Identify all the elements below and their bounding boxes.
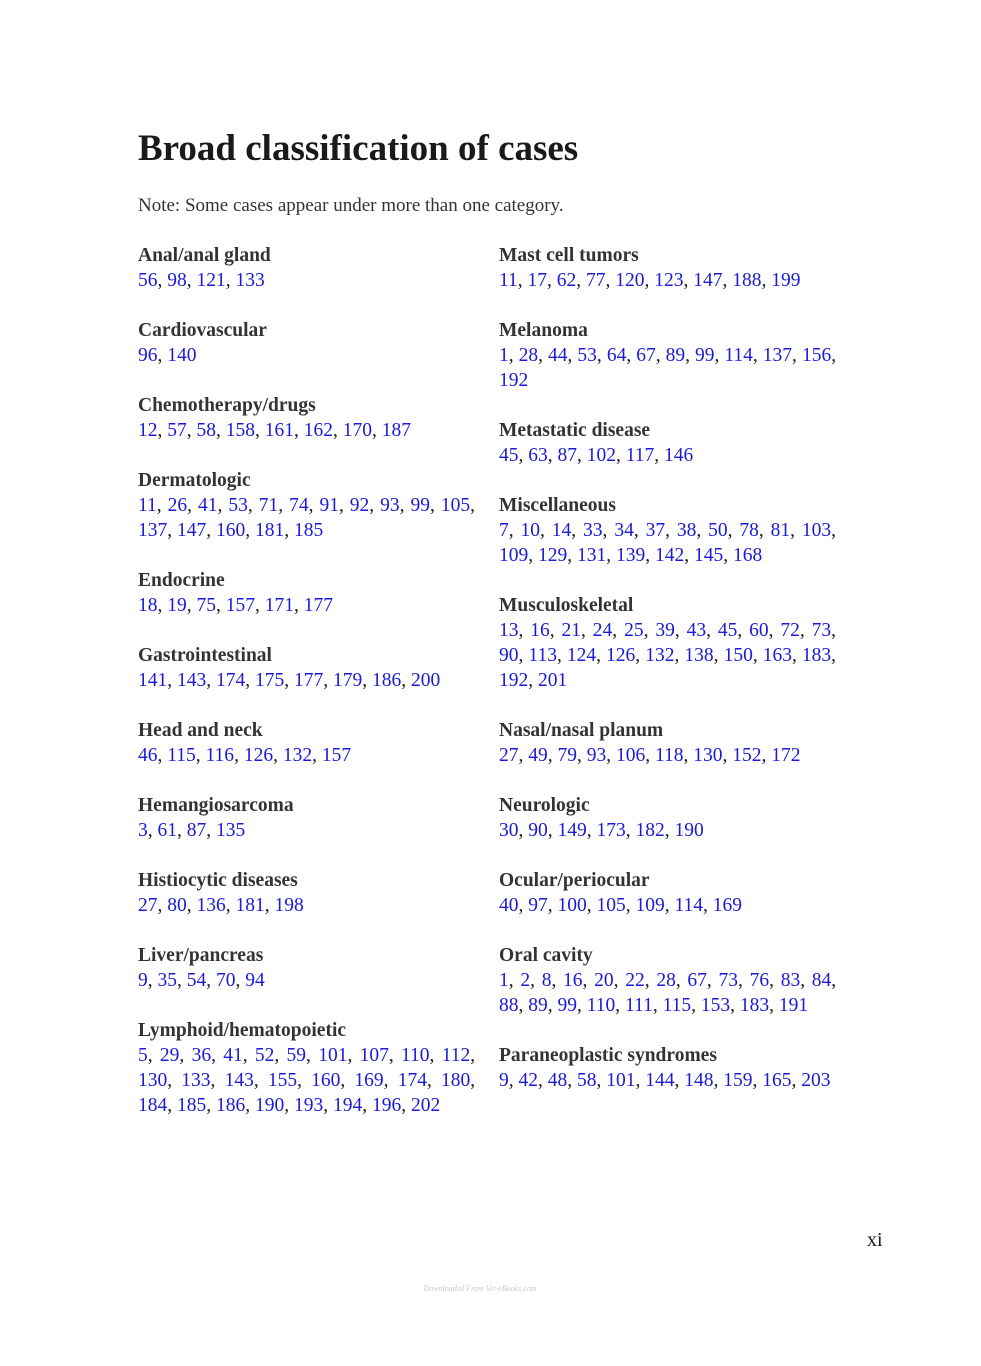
case-link[interactable]: 165: [762, 1070, 792, 1091]
case-link[interactable]: 163: [762, 645, 792, 666]
case-link[interactable]: 138: [684, 645, 714, 666]
case-link[interactable]: 97: [528, 895, 548, 916]
case-link[interactable]: 101: [606, 1070, 636, 1091]
category-title: Head and neck: [138, 720, 263, 741]
category-title: Neurologic: [499, 795, 590, 816]
case-list: 9, 35, 54, 70, 94: [138, 970, 265, 991]
case-link[interactable]: 38: [676, 520, 697, 541]
case-link[interactable]: 169: [354, 1070, 384, 1091]
case-link[interactable]: 75: [196, 595, 216, 616]
case-link[interactable]: 109: [499, 545, 529, 566]
case-link[interactable]: 28: [656, 970, 676, 991]
case-link[interactable]: 107: [359, 1045, 389, 1066]
case-list: 9, 42, 48, 58, 101, 144, 148, 159, 165, 203: [499, 1070, 831, 1091]
case-list: 18, 19, 75, 157, 171, 177: [138, 595, 333, 616]
case-link[interactable]: 78: [739, 520, 759, 541]
case-list: 11, 17, 62, 77, 120, 123, 147, 188, 199: [499, 270, 801, 291]
case-link[interactable]: 103: [801, 520, 832, 541]
case-link[interactable]: 180: [440, 1070, 471, 1091]
category-block: [138, 468, 475, 543]
case-link[interactable]: 13: [499, 620, 519, 641]
category-block: [499, 793, 836, 843]
case-link[interactable]: 99: [410, 495, 431, 516]
category-block: [499, 1043, 836, 1093]
case-link[interactable]: 71: [258, 495, 279, 516]
case-link[interactable]: 1: [499, 345, 509, 366]
case-link[interactable]: 114: [724, 345, 753, 366]
case-link[interactable]: 14: [551, 520, 572, 541]
case-link[interactable]: 110: [401, 1045, 430, 1066]
case-link[interactable]: 80: [167, 895, 187, 916]
case-list: 56, 98, 121, 133: [138, 270, 265, 291]
case-link[interactable]: 161: [264, 420, 294, 441]
category-block: [499, 943, 836, 1018]
case-link[interactable]: 16: [530, 620, 550, 641]
case-link[interactable]: 110: [586, 995, 616, 1016]
case-link[interactable]: 74: [289, 495, 309, 516]
case-link[interactable]: 201: [538, 670, 568, 691]
case-link[interactable]: 174: [216, 670, 246, 691]
case-link[interactable]: 148: [684, 1070, 714, 1091]
case-link[interactable]: 133: [235, 270, 265, 291]
case-link[interactable]: 48: [547, 1070, 568, 1091]
case-link[interactable]: 93: [380, 495, 400, 516]
case-link[interactable]: 52: [254, 1045, 275, 1066]
category-block: [138, 943, 475, 993]
category-block: [138, 643, 475, 693]
case-link[interactable]: 200: [411, 670, 441, 691]
case-link[interactable]: 177: [303, 595, 333, 616]
case-link[interactable]: 84: [811, 970, 832, 991]
case-link[interactable]: 27: [499, 745, 519, 766]
case-link[interactable]: 17: [527, 270, 548, 291]
case-link[interactable]: 186: [216, 1095, 246, 1116]
case-link[interactable]: 87: [186, 820, 207, 841]
case-link[interactable]: 79: [557, 745, 577, 766]
category-title: Miscellaneous: [499, 495, 616, 516]
case-link[interactable]: 39: [655, 620, 675, 641]
category-block: [138, 318, 475, 368]
case-link[interactable]: 174: [397, 1070, 427, 1091]
case-link[interactable]: 115: [167, 745, 196, 766]
case-link[interactable]: 116: [205, 745, 235, 766]
case-link[interactable]: 3: [138, 820, 148, 841]
case-link[interactable]: 175: [255, 670, 285, 691]
case-link[interactable]: 147: [693, 270, 723, 291]
case-list: 96, 140: [138, 345, 197, 366]
case-link[interactable]: 21: [561, 620, 582, 641]
category-block: [138, 243, 475, 293]
case-link[interactable]: 190: [674, 820, 704, 841]
case-link[interactable]: 98: [167, 270, 187, 291]
case-link[interactable]: 58: [577, 1070, 597, 1091]
case-link[interactable]: 101: [318, 1045, 348, 1066]
case-list: 27, 49, 79, 93, 106, 118, 130, 152, 172: [499, 745, 801, 766]
case-link[interactable]: 57: [167, 420, 187, 441]
case-link[interactable]: 67: [636, 345, 656, 366]
case-link[interactable]: 28: [518, 345, 539, 366]
case-list: 27, 80, 136, 181, 198: [138, 895, 304, 916]
case-link[interactable]: 196: [372, 1095, 402, 1116]
case-link[interactable]: 106: [616, 745, 646, 766]
case-link[interactable]: 45: [499, 445, 519, 466]
page-title: Broad classification of cases: [138, 128, 579, 169]
case-link[interactable]: 12: [138, 420, 158, 441]
case-link[interactable]: 26: [167, 495, 188, 516]
category-title: Histiocytic diseases: [138, 870, 298, 891]
case-link[interactable]: 186: [372, 670, 402, 691]
case-link[interactable]: 93: [586, 745, 607, 766]
case-link[interactable]: 170: [342, 420, 372, 441]
case-link[interactable]: 143: [177, 670, 207, 691]
case-link[interactable]: 139: [616, 545, 646, 566]
case-link[interactable]: 159: [723, 1070, 753, 1091]
case-list: 7, 10, 14, 33, 34, 37, 38, 50, 78, 81, 103, 109, 129, 131, 139, 142, 145, 168: [499, 520, 837, 566]
case-link[interactable]: 10: [520, 520, 541, 541]
case-link[interactable]: 9: [499, 1070, 509, 1091]
case-link[interactable]: 198: [274, 895, 304, 916]
case-link[interactable]: 114: [674, 895, 704, 916]
case-link[interactable]: 129: [538, 545, 568, 566]
case-link[interactable]: 157: [321, 745, 352, 766]
case-link[interactable]: 105: [596, 895, 626, 916]
case-link[interactable]: 177: [294, 670, 324, 691]
case-link[interactable]: 153: [700, 995, 731, 1016]
category-block: [499, 243, 836, 293]
case-link[interactable]: 11: [138, 495, 157, 516]
case-link[interactable]: 130: [693, 745, 723, 766]
case-list: 1, 28, 44, 53, 64, 67, 89, 99, 114, 137, 156, 192: [499, 345, 837, 391]
case-list: 1, 2, 8, 16, 20, 22, 28, 67, 73, 76, 83, 84, 88, 89, 99, 110, 111, 115, 153, 183, 191: [499, 970, 837, 1016]
case-link[interactable]: 117: [625, 445, 655, 466]
case-list: 11, 26, 41, 53, 71, 74, 91, 92, 93, 99, 105, 137, 147, 160, 181, 185: [138, 495, 475, 541]
case-link[interactable]: 34: [614, 520, 634, 541]
case-link[interactable]: 91: [319, 495, 339, 516]
case-link[interactable]: 41: [223, 1045, 243, 1066]
case-link[interactable]: 19: [167, 595, 187, 616]
category-title: Musculoskeletal: [499, 595, 634, 616]
case-link[interactable]: 185: [177, 1095, 207, 1116]
case-list: 13, 16, 21, 24, 25, 39, 43, 45, 60, 72, 73, 90, 113, 124, 126, 132, 138, 150, 163, 183, 192, 201: [499, 620, 837, 691]
case-list: 141, 143, 174, 175, 177, 179, 186, 200: [138, 670, 441, 691]
case-link[interactable]: 22: [625, 970, 645, 991]
case-link[interactable]: 160: [311, 1070, 341, 1091]
case-link[interactable]: 43: [686, 620, 707, 641]
case-link[interactable]: 191: [778, 995, 809, 1016]
case-link[interactable]: 99: [557, 995, 577, 1016]
case-list: 45, 63, 87, 102, 117, 146: [499, 445, 694, 466]
case-link[interactable]: 5: [138, 1045, 148, 1066]
case-link[interactable]: 90: [528, 820, 548, 841]
case-link[interactable]: 11: [499, 270, 518, 291]
category-block: [138, 793, 475, 843]
case-link[interactable]: 109: [635, 895, 665, 916]
category-title: Chemotherapy/drugs: [138, 395, 316, 416]
case-link[interactable]: 172: [771, 745, 801, 766]
case-link[interactable]: 16: [563, 970, 583, 991]
case-link[interactable]: 35: [157, 970, 177, 991]
case-link[interactable]: 8: [541, 970, 552, 991]
case-link[interactable]: 63: [528, 445, 548, 466]
note-text: Note: Some cases appear under more than one category.: [138, 195, 564, 216]
case-link[interactable]: 58: [196, 420, 216, 441]
case-link[interactable]: 132: [282, 745, 313, 766]
case-link[interactable]: 124: [566, 645, 597, 666]
case-link[interactable]: 7: [499, 520, 509, 541]
case-link[interactable]: 157: [225, 595, 255, 616]
case-link[interactable]: 45: [717, 620, 738, 641]
case-link[interactable]: 192: [499, 670, 529, 691]
case-link[interactable]: 173: [596, 820, 626, 841]
case-link[interactable]: 156: [801, 345, 832, 366]
category-title: Anal/anal gland: [138, 245, 271, 266]
case-link[interactable]: 44: [548, 345, 568, 366]
case-link[interactable]: 192: [499, 370, 529, 391]
case-link[interactable]: 59: [286, 1045, 307, 1066]
case-link[interactable]: 168: [733, 545, 763, 566]
category-block: [499, 493, 836, 568]
case-link[interactable]: 169: [712, 895, 743, 916]
category-title: Nasal/nasal planum: [499, 720, 664, 741]
case-link[interactable]: 77: [586, 270, 606, 291]
case-link[interactable]: 144: [645, 1070, 675, 1091]
case-link[interactable]: 36: [191, 1045, 212, 1066]
category-block: [499, 718, 836, 768]
case-link[interactable]: 143: [224, 1070, 254, 1091]
category-block: [499, 593, 836, 693]
category-title: Mast cell tumors: [499, 245, 639, 266]
case-link[interactable]: 155: [267, 1070, 298, 1091]
case-link[interactable]: 131: [577, 545, 607, 566]
case-link[interactable]: 61: [157, 820, 177, 841]
case-link[interactable]: 171: [264, 595, 294, 616]
case-link[interactable]: 1: [499, 970, 509, 991]
case-list: 40, 97, 100, 105, 109, 114, 169: [499, 895, 743, 916]
case-link[interactable]: 29: [159, 1045, 180, 1066]
case-link[interactable]: 64: [606, 345, 627, 366]
case-link[interactable]: 118: [655, 745, 684, 766]
case-link[interactable]: 142: [655, 545, 685, 566]
category-block: [499, 418, 836, 468]
case-link[interactable]: 137: [762, 345, 793, 366]
watermark: Downloaded From Vet-eBooks.com: [423, 1284, 537, 1293]
case-link[interactable]: 130: [138, 1070, 168, 1091]
case-list: 30, 90, 149, 173, 182, 190: [499, 820, 704, 841]
case-link[interactable]: 70: [216, 970, 236, 991]
case-list: 46, 115, 116, 126, 132, 157: [138, 745, 352, 766]
category-title: Endocrine: [138, 570, 225, 591]
case-link[interactable]: 33: [583, 520, 603, 541]
case-link[interactable]: 141: [138, 670, 168, 691]
case-link[interactable]: 102: [586, 445, 616, 466]
case-link[interactable]: 150: [723, 645, 753, 666]
case-link[interactable]: 53: [228, 495, 248, 516]
case-link[interactable]: 126: [606, 645, 636, 666]
case-link[interactable]: 194: [333, 1095, 363, 1116]
category-column-right: [499, 243, 836, 1118]
category-block: [138, 568, 475, 618]
case-link[interactable]: 2: [520, 970, 531, 991]
case-link[interactable]: 42: [518, 1070, 538, 1091]
case-link[interactable]: 60: [749, 620, 769, 641]
case-link[interactable]: 158: [225, 420, 255, 441]
category-title: Paraneoplastic syndromes: [499, 1045, 717, 1066]
case-link[interactable]: 89: [665, 345, 686, 366]
case-link[interactable]: 25: [624, 620, 644, 641]
case-link[interactable]: 147: [177, 520, 207, 541]
case-link[interactable]: 73: [811, 620, 832, 641]
category-title: Lymphoid/hematopoietic: [138, 1020, 347, 1041]
case-link[interactable]: 181: [255, 520, 285, 541]
case-link[interactable]: 123: [654, 270, 684, 291]
case-link[interactable]: 132: [645, 645, 675, 666]
case-link[interactable]: 185: [294, 520, 324, 541]
category-title: Dermatologic: [138, 470, 251, 491]
category-block: [138, 868, 475, 918]
case-list: 3, 61, 87, 135: [138, 820, 246, 841]
case-link[interactable]: 137: [138, 520, 168, 541]
case-link[interactable]: 140: [167, 345, 197, 366]
case-link[interactable]: 90: [499, 645, 519, 666]
case-link[interactable]: 83: [780, 970, 801, 991]
case-link[interactable]: 152: [732, 745, 762, 766]
case-link[interactable]: 133: [181, 1070, 211, 1091]
case-link[interactable]: 67: [687, 970, 707, 991]
case-link[interactable]: 30: [499, 820, 519, 841]
case-link[interactable]: 202: [411, 1095, 441, 1116]
category-block: [499, 318, 836, 393]
case-link[interactable]: 89: [528, 995, 548, 1016]
case-link[interactable]: 18: [138, 595, 158, 616]
case-link[interactable]: 181: [235, 895, 265, 916]
case-link[interactable]: 115: [662, 995, 692, 1016]
case-link[interactable]: 54: [186, 970, 207, 991]
case-link[interactable]: 190: [255, 1095, 285, 1116]
case-link[interactable]: 62: [556, 270, 577, 291]
case-link[interactable]: 183: [801, 645, 832, 666]
case-link[interactable]: 20: [594, 970, 614, 991]
case-link[interactable]: 56: [138, 270, 158, 291]
case-link[interactable]: 92: [349, 495, 370, 516]
case-link[interactable]: 184: [138, 1095, 168, 1116]
case-link[interactable]: 53: [577, 345, 597, 366]
case-link[interactable]: 182: [635, 820, 665, 841]
case-list: 12, 57, 58, 158, 161, 162, 170, 187: [138, 420, 411, 441]
category-title: Hemangiosarcoma: [138, 795, 294, 816]
category-block: [499, 868, 836, 918]
case-link[interactable]: 87: [557, 445, 577, 466]
case-link[interactable]: 41: [198, 495, 218, 516]
case-link[interactable]: 24: [592, 620, 613, 641]
case-link[interactable]: 73: [718, 970, 738, 991]
case-link[interactable]: 99: [694, 345, 715, 366]
category-title: Liver/pancreas: [138, 945, 264, 966]
case-link[interactable]: 9: [138, 970, 148, 991]
case-link[interactable]: 46: [138, 745, 158, 766]
case-link[interactable]: 37: [645, 520, 666, 541]
case-link[interactable]: 94: [245, 970, 265, 991]
case-link[interactable]: 120: [615, 270, 645, 291]
case-link[interactable]: 96: [138, 345, 158, 366]
case-link[interactable]: 121: [196, 270, 226, 291]
category-title: Melanoma: [499, 320, 588, 341]
case-link[interactable]: 179: [333, 670, 363, 691]
case-link[interactable]: 88: [499, 995, 519, 1016]
case-link[interactable]: 145: [694, 545, 724, 566]
case-link[interactable]: 76: [749, 970, 770, 991]
case-link[interactable]: 50: [708, 520, 728, 541]
category-column-left: [138, 243, 475, 1143]
case-link[interactable]: 199: [771, 270, 801, 291]
case-link[interactable]: 49: [528, 745, 548, 766]
case-list: 5, 29, 36, 41, 52, 59, 101, 107, 110, 112, 130, 133, 143, 155, 160, 169, 174, 180, 184, 185, 186, 190, 193, 194, 196, 202: [138, 1045, 476, 1116]
category-block: [138, 393, 475, 443]
case-link[interactable]: 126: [243, 745, 274, 766]
case-link[interactable]: 105: [440, 495, 471, 516]
category-title: Oral cavity: [499, 945, 593, 966]
case-link[interactable]: 111: [625, 995, 653, 1016]
category-block: [138, 718, 475, 768]
case-link[interactable]: 188: [732, 270, 762, 291]
case-link[interactable]: 27: [138, 895, 158, 916]
category-title: Gastrointestinal: [138, 645, 272, 666]
case-link[interactable]: 149: [557, 820, 587, 841]
case-link[interactable]: 112: [441, 1045, 471, 1066]
case-link[interactable]: 203: [801, 1070, 831, 1091]
category-block: [138, 1018, 475, 1118]
category-title: Cardiovascular: [138, 320, 267, 341]
case-link[interactable]: 162: [303, 420, 333, 441]
case-link[interactable]: 113: [528, 645, 557, 666]
case-link[interactable]: 187: [381, 420, 411, 441]
case-link[interactable]: 160: [216, 520, 246, 541]
case-link[interactable]: 193: [294, 1095, 324, 1116]
case-link[interactable]: 135: [216, 820, 246, 841]
case-link[interactable]: 183: [739, 995, 770, 1016]
case-link[interactable]: 81: [770, 520, 791, 541]
case-link[interactable]: 100: [557, 895, 587, 916]
case-link[interactable]: 136: [196, 895, 226, 916]
category-title: Ocular/periocular: [499, 870, 650, 891]
case-link[interactable]: 72: [780, 620, 800, 641]
case-link[interactable]: 40: [499, 895, 519, 916]
case-link[interactable]: 146: [664, 445, 694, 466]
category-title: Metastatic disease: [499, 420, 651, 441]
page-number: xi: [867, 1229, 883, 1251]
